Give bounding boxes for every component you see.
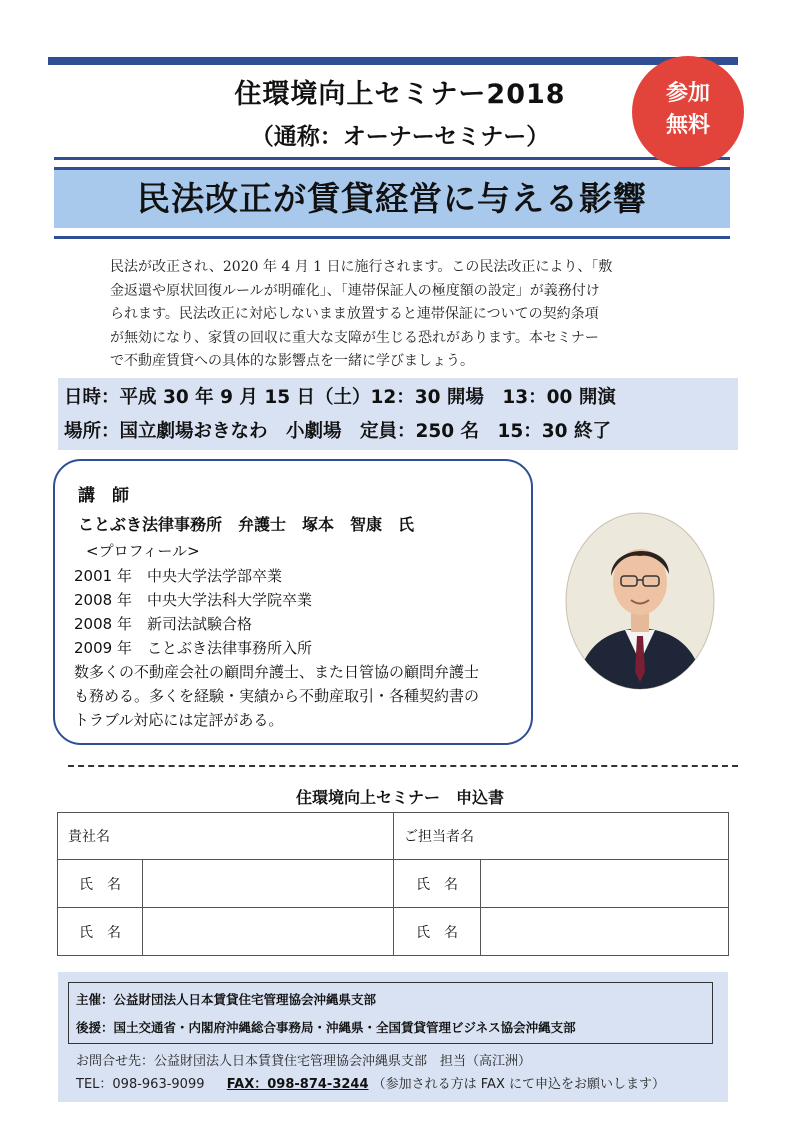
company-label: 貴社名 [68, 829, 110, 845]
support-line: 後援：国土交通省・内閣府沖縄総合事務局・沖縄県・全国賃貸管理ビジネス協会沖縄支部 [76, 1020, 576, 1035]
name-field[interactable] [481, 860, 729, 908]
top-rule [48, 57, 738, 65]
name-field[interactable] [143, 860, 394, 908]
application-form [57, 812, 729, 956]
contact-person-label: ご担当者名 [404, 829, 474, 845]
seminar-subtitle: （通称：オーナーセミナー） [250, 124, 550, 150]
name-label: 氏 名 [58, 908, 143, 956]
history-item: 2001 年 中央大学法学部卒業 [74, 567, 282, 585]
badge-line-1: 参加 [665, 81, 710, 106]
lecturer-heading: 講 師 [78, 486, 129, 506]
event-place: 場所：国立劇場おきなわ 小劇場 定員：250 名 15：30 終了 [64, 421, 611, 442]
name-label: 氏 名 [394, 908, 481, 956]
intro-line: られます。民法改正に対応しないまま放置すると連帯保証についての契約条項 [110, 306, 599, 322]
badge-line-2: 無料 [665, 113, 710, 138]
history-item: 2008 年 新司法試験合格 [74, 615, 252, 633]
heading-rule [54, 236, 730, 239]
seminar-title: 住環境向上セミナー2018 [234, 79, 566, 110]
history-item: 2008 年 中央大学法科大学院卒業 [74, 591, 312, 609]
fax-note: （参加される方は FAX にて申込をお願いします） [372, 1077, 665, 1092]
intro-line: 金返還や原状回復ルールが明確化」、「連帯保証人の極度額の設定」が義務付け [110, 282, 600, 299]
free-badge [632, 56, 744, 168]
name-field[interactable] [143, 908, 394, 956]
event-date: 日時：平成 30 年 9 月 15 日（土）12：30 開場 13：00 開演 [64, 387, 616, 408]
profile-label: <プロフィール> [86, 542, 200, 560]
host-line: 主催：公益財団法人日本賃貸住宅管理協会沖縄県支部 [76, 992, 377, 1007]
lecturer-photo [565, 512, 715, 690]
tel-number: TEL：098-963-9099 [76, 1077, 205, 1092]
form-title: 住環境向上セミナー 申込書 [295, 788, 504, 807]
inquiry-line: お問合せ先：公益財団法人日本賃貸住宅管理協会沖縄県支部 担当（高江洲） [76, 1054, 532, 1069]
name-label: 氏 名 [58, 860, 143, 908]
name-label: 氏 名 [394, 860, 481, 908]
fax-number: FAX：098-874-3244 [226, 1077, 369, 1092]
lecturer-name: ことぶき法律事務所 弁護士 塚本 智康 氏 [78, 515, 415, 534]
intro-line: が無効になり、家賃の回収に重大な支障が生じる恐れがあります。本セミナー [110, 329, 599, 346]
intro-paragraph [110, 256, 690, 374]
bio-line: も務める。多くを経験・実績から不動産取引・各種契約書の [74, 687, 480, 705]
contact-person-field[interactable] [394, 813, 729, 860]
history-item: 2009 年 ことぶき法律事務所入所 [74, 639, 312, 657]
name-field[interactable] [481, 908, 729, 956]
bio-line: 数多くの不動産会社の顧問弁護士、また日管協の顧問弁護士 [74, 663, 480, 681]
title-rule [54, 157, 730, 160]
cut-line [68, 765, 738, 767]
intro-line: で不動産賃貸への具体的な影響点を一緒に学びましょう。 [110, 353, 474, 369]
company-field[interactable] [58, 813, 394, 860]
intro-line: 民法が改正され、2020 年 4 月 1 日に施行されます。この民法改正により、「敷 [110, 259, 613, 275]
bio-line: トラブル対応には定評がある。 [74, 711, 284, 729]
main-heading: 民法改正が賃貸経営に与える影響 [54, 167, 730, 228]
contact-numbers [76, 1073, 665, 1092]
